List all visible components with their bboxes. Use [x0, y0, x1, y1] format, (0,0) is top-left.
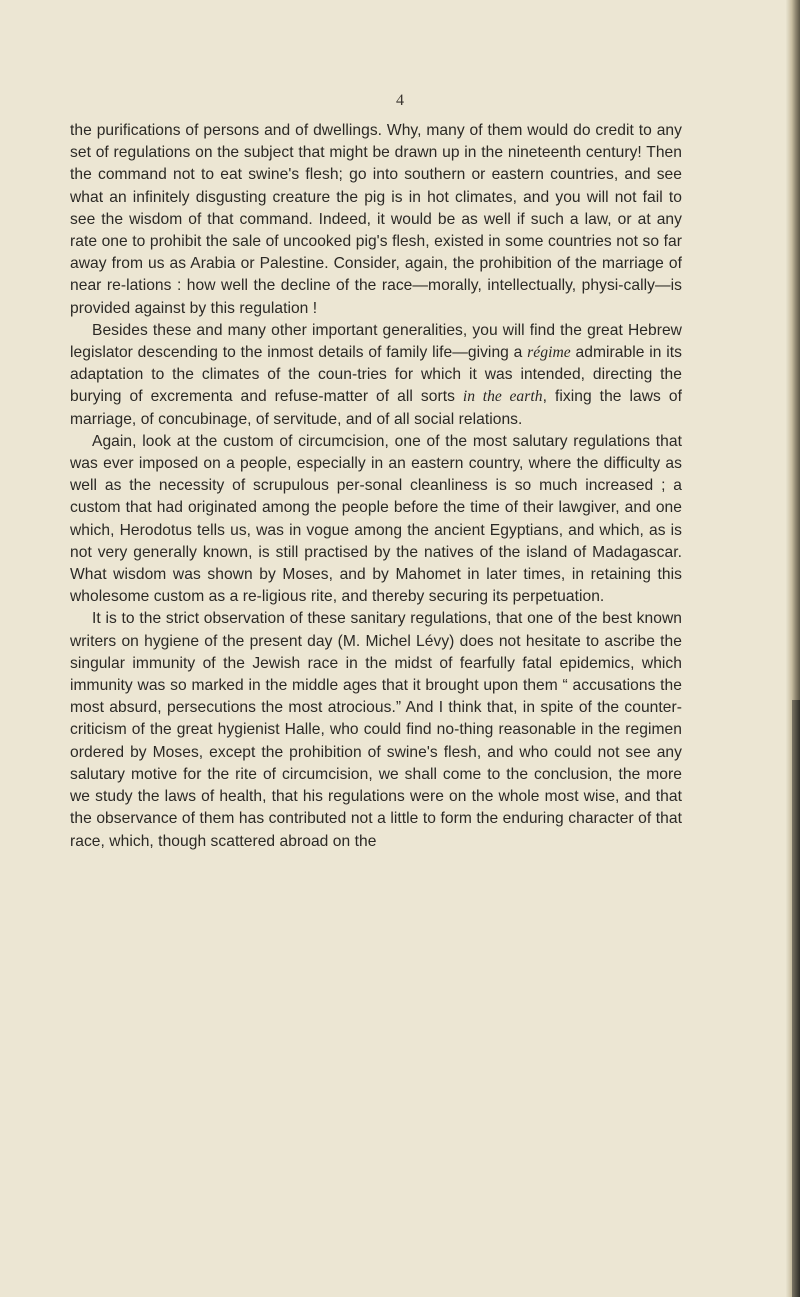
italic-phrase: in the earth [462, 388, 543, 406]
text-run: admirable in its adaptation to the climates of the coun-tries for which it was intended, directing the burying of excrementa and refuse-matter of all sorts [70, 344, 682, 406]
text-run: Again, look at the custom of circumcision, one of the most salutary regulations that was ever imposed on a people, especially in an eastern country, where the difficulty as well as the necessity of scrupulous per-sonal cleanliness is so much increased ; a custom that had originated among the people before the time of their lawgiver, and one which, Herodotus tells us, was in vogue among the ancient Egyptians, and which, as is not very generally known, is still practised by the natives of the island of Madagascar. What wisdom was shown by Moses, and by Mahomet in later times, in retaining this wholesome custom as a re-ligious rite, and thereby securing its perpetuation. [70, 432, 682, 606]
paragraph [70, 320, 682, 431]
italic-phrase: régime [527, 344, 571, 362]
text-run: the purifications of persons and of dwellings. Why, many of them would do credit to any set of regulations on the subject that might be drawn up in the nineteenth century! Then the command not to eat swine's flesh; go into southern or eastern countries, and see what an infinitely disgusting creature the pig is in hot climates, and you will not fail to see the wisdom of that command. Indeed, it would be as well if such a law, or at any rate one to prohibit the sale of uncooked pig's flesh, existed in some countries not so far away from us as Arabia or Palestine. Consider, again, the prohibition of the marriage of near re-lations : how well the decline of the race—morally, intellectually, physi-cally—is provided against by this regulation ! [70, 122, 682, 317]
paragraph [70, 120, 682, 320]
paragraph [70, 608, 682, 852]
text-run: It is to the strict observation of these sanitary regulations, that one of the best known writers on hygiene of the present day (M. Michel Lévy) does not hesitate to ascribe the singular immunity of the Jewish race in the midst of fearfully fatal epidemics, which immunity was so marked in the middle ages that it brought upon them “ accusations the most absurd, persecutions the most atrocious.” And I think that, in spite of the counter-criticism of the great hygienist Halle, who could find no-thing reasonable in the regimen ordered by Moses, except the prohibition of swine's flesh, and who could not see any salutary motive for the rite of circumcision, we shall come to the conclusion, the more we study the laws of health, that his regulations were on the whole most wise, and that the observance of them has contributed not a little to form the enduring character of that race, which, though scattered abroad on the [70, 610, 682, 850]
paragraph [70, 431, 682, 609]
body-text [70, 120, 682, 853]
page-number: 4 [396, 92, 404, 109]
text-run: Besides these and many other important generalities, you will find the great Hebrew legislator descending to the inmost details of family life—giving a [70, 321, 682, 362]
text-run: , fixing the laws of marriage, of concubinage, of servitude, and of all social relations. [70, 388, 682, 428]
binding-shadow [792, 700, 800, 1297]
